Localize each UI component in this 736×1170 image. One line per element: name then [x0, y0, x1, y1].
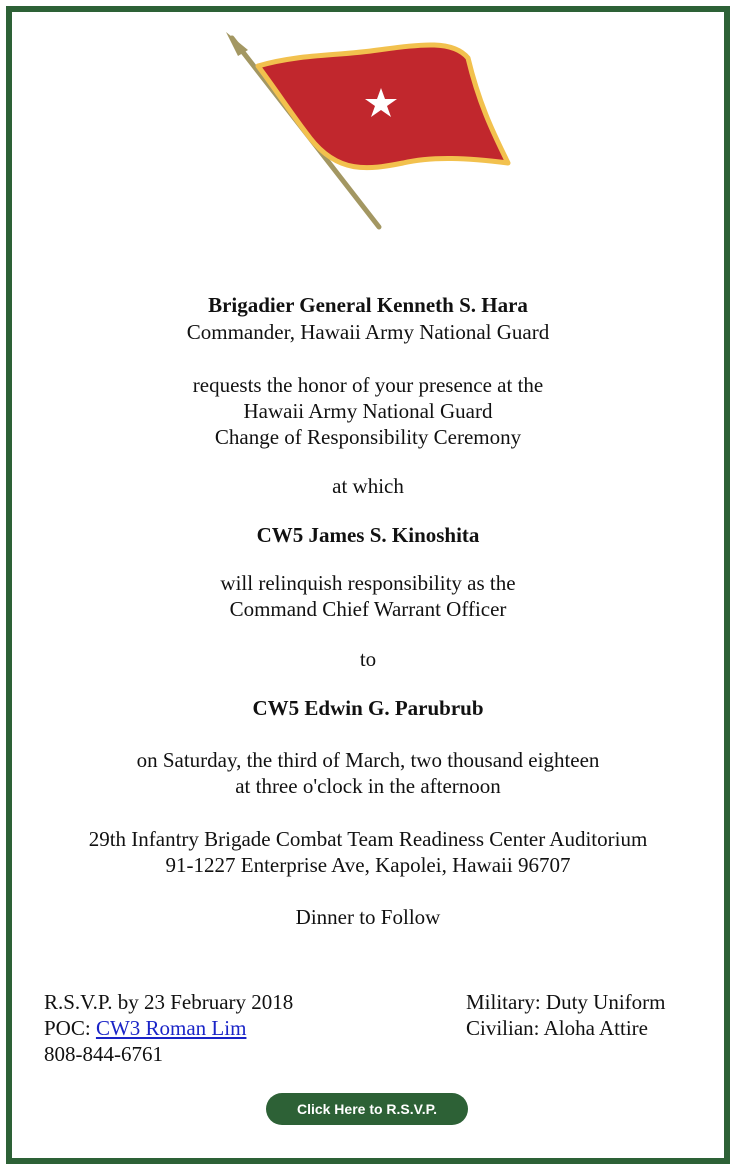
outgoing-name: CW5 James S. Kinoshita [256, 523, 480, 547]
incoming-name: CW5 Edwin G. Parubrub [252, 696, 484, 720]
phone-number: 808-844-6761 [44, 1042, 163, 1066]
host-title: Commander, Hawaii Army National Guard [186, 320, 550, 344]
military-attire: Military: Duty Uniform [466, 990, 666, 1014]
rsvp-deadline: R.S.V.P. by 23 February 2018 [44, 990, 294, 1014]
invitation-line-2: Hawaii Army National Guard [243, 399, 493, 423]
ceremony-time: at three o'clock in the afternoon [235, 774, 501, 798]
ceremony-title: Change of Responsibility Ceremony [214, 425, 522, 449]
ceremony-date: on Saturday, the third of March, two thousand eighteen [136, 748, 600, 772]
rsvp-button[interactable]: Click Here to R.S.V.P. [266, 1093, 468, 1125]
venue: 29th Infantry Brigade Combat Team Readiness Center Auditorium [88, 827, 648, 851]
poc-line [44, 1015, 246, 1041]
civilian-attire: Civilian: Aloha Attire [466, 1016, 648, 1040]
poc-label: POC: [44, 1016, 91, 1040]
address: 91-1227 Enterprise Ave, Kapolei, Hawaii 96707 [165, 853, 571, 877]
to-text: to [359, 647, 377, 671]
host-name: Brigadier General Kenneth S. Hara [208, 293, 528, 317]
general-officer-flag-icon [218, 28, 518, 238]
at-which-text: at which [332, 474, 404, 498]
invitation-line-1: requests the honor of your presence at the [192, 373, 544, 397]
poc-contact-link[interactable]: CW3 Roman Lim [95, 1016, 247, 1040]
dinner-note: Dinner to Follow [295, 905, 441, 929]
outgoing-line-1: will relinquish responsibility as the [220, 571, 516, 595]
outgoing-position: Command Chief Warrant Officer [229, 597, 507, 621]
